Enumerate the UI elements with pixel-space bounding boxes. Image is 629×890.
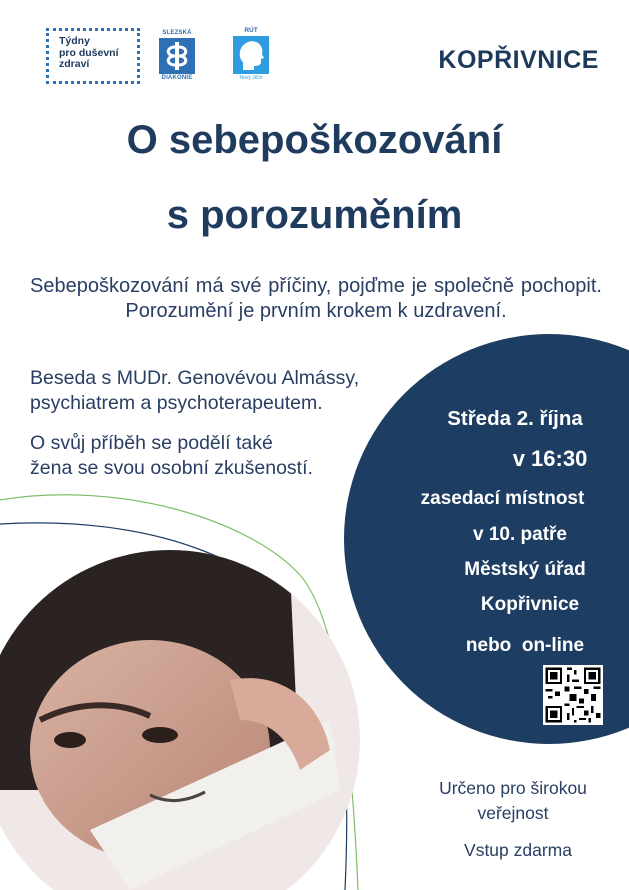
event-time: v 16:30 [512, 446, 588, 471]
audience-text [423, 776, 603, 826]
guest-line-1: Beseda s MUDr. Genovévou Almássy, [30, 367, 360, 389]
audience-line-2: veřejnost [477, 803, 549, 823]
guest-text [30, 366, 359, 416]
slezska-top-text: SLEZSKÁ [162, 30, 192, 36]
guest-line-2: psychiatrem a psychoterapeutem. [30, 392, 323, 414]
tydny-line-2: pro duševní [59, 46, 119, 59]
intro-text: Sebepoškozování má své příčiny, pojďme je společně pochopit. Porozumění je prvním krokem k uzdravení. [30, 275, 602, 322]
story-line-2: žena se svou osobní zkušeností. [30, 457, 313, 479]
event-date: Středa 2. října [447, 407, 583, 430]
event-place-3: Městský úřad [464, 559, 586, 580]
event-place-4: Kopřivnice [480, 594, 580, 615]
koprivnice-logo: KOPŘIVNICE [438, 46, 599, 74]
tydny-line-3: zdraví [59, 58, 90, 70]
audience-line-1: Určeno pro širokou [439, 778, 587, 798]
event-place-1: zasedací místnost [420, 488, 585, 509]
qr-code[interactable] [543, 665, 603, 725]
event-place-2: v 10. patře [473, 524, 567, 545]
story-text [30, 431, 313, 481]
story-line-1: O svůj příběh se podělí také [30, 432, 273, 454]
entry-text: Vstup zdarma [464, 840, 572, 860]
tydny-line-1: Týdny [59, 35, 90, 47]
event-online: nebo on-line [465, 635, 585, 656]
portrait-photo [0, 530, 360, 890]
slezska-bottom-text: DIAKONIE [161, 75, 193, 81]
rut-top-text: RÚT [244, 27, 258, 34]
rut-bottom-text: Nový Jičín [239, 75, 263, 81]
title-line-1: O sebepoškozování [126, 118, 503, 162]
title-line-2: s porozuměním [166, 193, 463, 237]
